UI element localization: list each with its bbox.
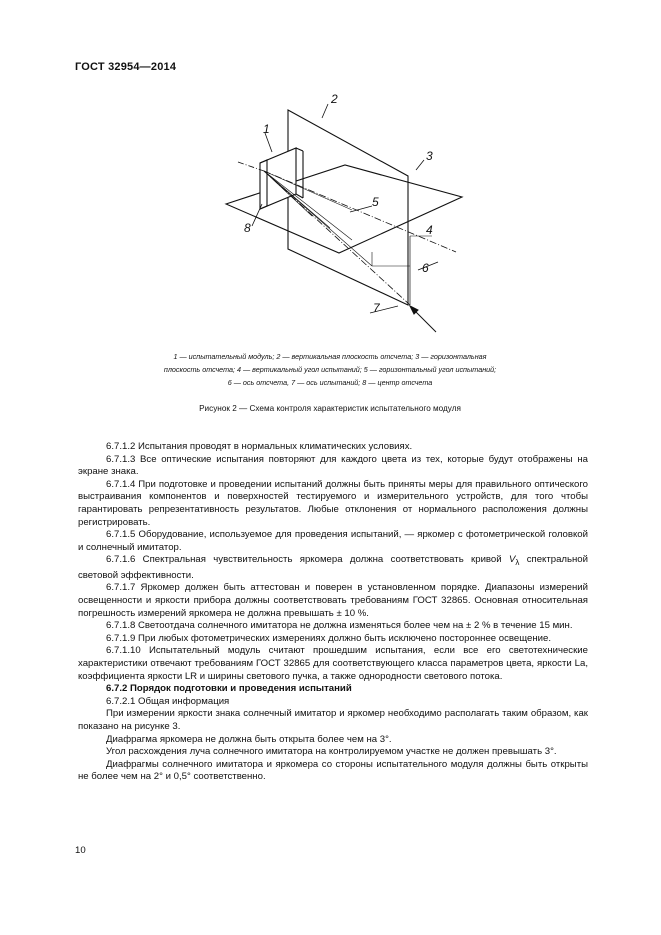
test-module-edge bbox=[296, 148, 303, 151]
leader-6 bbox=[418, 262, 438, 270]
test-axis-arrowhead bbox=[410, 306, 418, 314]
document-header: ГОСТ 32954—2014 bbox=[75, 61, 177, 73]
paragraph-6-7-1-6-b: спектральной световой эффективности. bbox=[78, 554, 589, 581]
figure-caption: Рисунок 2 — Схема контроля характеристик испытательного модуля bbox=[199, 404, 461, 413]
paragraph-6-7-1-2: 6.7.1.2 Испытания проводят в нормальных климатических условиях. bbox=[106, 441, 413, 452]
figure-legend-line-1: 1 — испытательный модуль; 2 — вертикальная плоскость отсчета; 3 — горизонтальная bbox=[173, 352, 487, 361]
test-module bbox=[260, 148, 296, 209]
section-heading-6-7-2: 6.7.2 Порядок подготовки и проведения испытаний bbox=[106, 683, 352, 695]
label-2: 2 bbox=[331, 92, 338, 106]
paragraph-6-7-1-7: 6.7.1.7 Яркомер должен быть аттестован и поверен в установленном порядке. Диапазоны измерений освещенности и яркости прибора должны соответствовать требованиям ГОСТ 32865. Основная относительная погрешность измерений яркомера не должна превышать ± 10 %. bbox=[78, 582, 588, 619]
paragraph-6-7-1-10: 6.7.1.10 Испытательный модуль считают прошедшим испытания, если все его светотехнические характеристики отвечают требованиям ГОСТ 32865 для соответствующего класса параметров цвета, яркости La, коэффициента яркости LR и ширины светового пучка, а также однородности светового потока. bbox=[78, 645, 588, 682]
test-module-side bbox=[260, 160, 267, 209]
label-7: 7 bbox=[373, 301, 380, 315]
label-8: 8 bbox=[244, 221, 251, 235]
subsection-6-7-2-1: 6.7.2.1 Общая информация bbox=[106, 695, 230, 707]
document-body bbox=[78, 441, 588, 784]
paragraph-general-3: Угол расхождения луча солнечного имитатора на контролируемом участке не должен превышать 3°. bbox=[106, 746, 557, 758]
ray-c bbox=[264, 171, 330, 228]
label-6: 6 bbox=[422, 261, 429, 275]
test-axis-arrow-line bbox=[410, 306, 436, 332]
paragraph-6-7-1-3: 6.7.1.3 Все оптические испытания повторяют для каждого цвета из тех, которые будут отображены на экране знака. bbox=[78, 453, 588, 478]
paragraph-6-7-1-6 bbox=[78, 554, 588, 582]
ray-b bbox=[264, 171, 352, 240]
ray-d bbox=[264, 171, 312, 216]
ray-a bbox=[264, 171, 372, 266]
figure-legend-line-3: 6 — ось отсчета, 7 — ось испытаний; 8 — центр отсчета bbox=[227, 378, 433, 387]
paragraph-6-7-1-5: 6.7.1.5 Оборудование, используемое для проведения испытаний, — яркомер с фотометрической головкой и солнечный имитатор. bbox=[78, 529, 588, 553]
leader-1 bbox=[265, 133, 272, 152]
label-1: 1 bbox=[263, 122, 270, 136]
ray-e bbox=[264, 171, 352, 210]
symbol-v: V bbox=[508, 554, 516, 566]
paragraph-6-7-1-9: 6.7.1.9 При любых фотометрических измерениях должно быть исключено постороннее освещение. bbox=[106, 632, 552, 644]
leader-7 bbox=[370, 306, 398, 313]
label-5: 5 bbox=[372, 195, 379, 209]
figure-legend-line-2: плоскость отсчета; 4 — вертикальный угол испытаний; 5 — горизонтальный угол испытаний; bbox=[163, 365, 497, 374]
page-number: 10 bbox=[75, 845, 86, 856]
leader-3 bbox=[416, 160, 424, 170]
paragraph-general-2: Диафрагма яркомера не должна быть открыта более чем на 3°. bbox=[106, 733, 392, 745]
paragraph-general-4: Диафрагмы солнечного имитатора и яркомера со стороны испытательного модуля должны быть открыты не более чем на 2° и 0,5° соответственно. bbox=[78, 758, 588, 783]
leader-5 bbox=[350, 206, 372, 212]
horizontal-plane bbox=[226, 165, 462, 253]
vertical-plane bbox=[288, 110, 408, 305]
paragraph-6-7-1-8: 6.7.1.8 Светоотдача солнечного имитатора не должна изменяться более чем на ± 2 % в течение 15 мин. bbox=[106, 620, 573, 632]
test-module-edge-3 bbox=[296, 194, 303, 198]
reference-axis-left bbox=[238, 162, 264, 171]
paragraph-6-7-1-4: 6.7.1.4 При подготовке и проведении испытаний должны быть приняты меры для правильного оптического выстраивания компонентов и поверхностей тестируемого и измерительного устройств, для того чтобы гарантировать репрезентативность результатов. Любые отклонения от нормального расположения должны регистрировать. bbox=[78, 478, 588, 528]
leader-8 bbox=[252, 204, 262, 226]
leader-2 bbox=[322, 104, 328, 118]
reference-axis bbox=[264, 171, 456, 252]
test-axis bbox=[264, 171, 410, 305]
symbol-lambda: λ bbox=[515, 558, 520, 568]
label-3: 3 bbox=[426, 149, 433, 163]
paragraph-general-1: При измерении яркости знака солнечный имитатор и яркомер необходимо располагать таким образом, как показано на рисунке 3. bbox=[78, 708, 588, 732]
label-4: 4 bbox=[426, 223, 433, 237]
paragraph-6-7-1-6-a: 6.7.1.6 Спектральная чувствительность яркомера должна соответствовать кривой bbox=[106, 554, 509, 566]
